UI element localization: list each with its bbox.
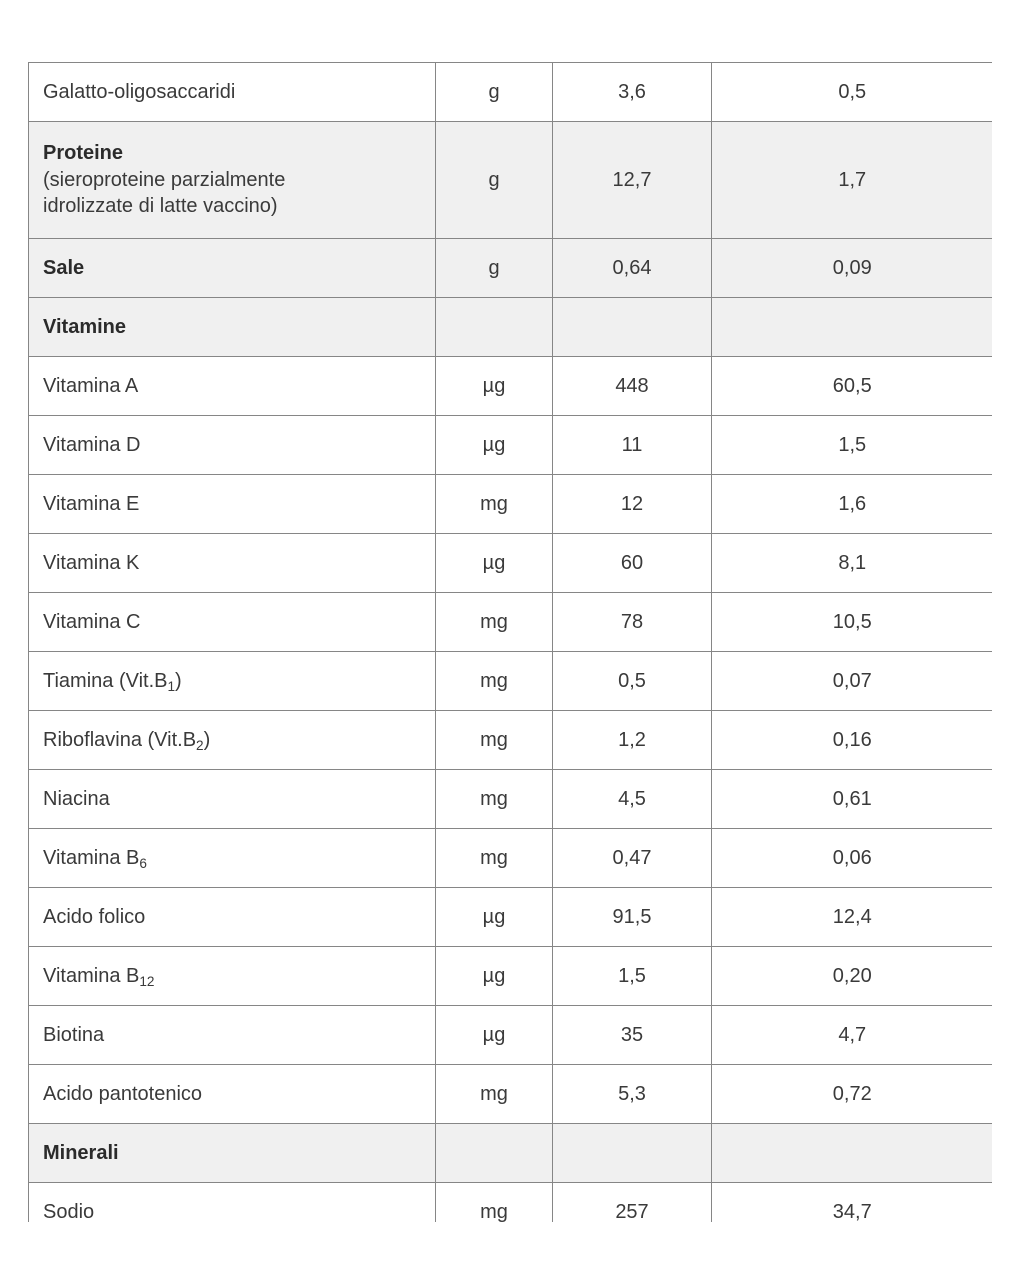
nutrient-name: [29, 1065, 436, 1124]
nutrient-name-text: Acido folico: [43, 905, 146, 928]
nutrient-value-per-100ml: 0,5: [712, 63, 993, 122]
nutrient-name: [29, 1006, 436, 1065]
nutrient-unit: g: [436, 239, 553, 298]
nutrient-value-per-100ml: 0,61: [712, 770, 993, 829]
table-row: [29, 416, 993, 475]
nutrient-value-per-100g: 78: [553, 593, 712, 652]
nutrient-value-per-100ml: 0,72: [712, 1065, 993, 1124]
section-header-row: [29, 1124, 993, 1183]
nutrient-value-per-100ml: 12,4: [712, 888, 993, 947]
table-row: [29, 122, 993, 239]
nutrient-name: [29, 357, 436, 416]
table-row: [29, 1006, 993, 1065]
nutrient-value-per-100g: 5,3: [553, 1065, 712, 1124]
nutrient-value-per-100ml: [712, 1124, 993, 1183]
nutrition-table-container: [28, 62, 992, 1222]
nutrient-unit: µg: [436, 888, 553, 947]
nutrient-name: Riboflavina $(Vit.B_2)$: [29, 711, 436, 770]
nutrient-unit: mg: [436, 711, 553, 770]
table-row: [29, 357, 993, 416]
nutrient-value-per-100ml: 1,5: [712, 416, 993, 475]
nutrient-name: [29, 770, 436, 829]
nutrient-name: [29, 1183, 436, 1223]
nutrient-unit: mg: [436, 1183, 553, 1223]
section-header-row: [29, 298, 993, 357]
nutrient-value-per-100ml: 0,07: [712, 652, 993, 711]
nutrient-name-text: Vitamina K: [43, 551, 140, 574]
nutrient-value-per-100g: 12: [553, 475, 712, 534]
nutrient-value-per-100ml: 60,5: [712, 357, 993, 416]
nutrient-value-per-100g: 0,5: [553, 652, 712, 711]
name-subscript: 1: [167, 678, 176, 694]
table-row: [29, 239, 993, 298]
nutrient-name: [29, 416, 436, 475]
name-subscript: 2: [196, 737, 204, 753]
nutrient-unit: µg: [436, 1006, 553, 1065]
nutrient-name: Tiamina $(Vit.B_1)$: [29, 652, 436, 711]
nutrient-name: [29, 239, 436, 298]
nutrient-unit: µg: [436, 357, 553, 416]
nutrient-value-per-100g: 60: [553, 534, 712, 593]
nutrient-value-per-100g: 257: [553, 1183, 712, 1223]
nutrient-unit: [436, 1124, 553, 1183]
nutrient-unit: mg: [436, 593, 553, 652]
nutrient-name-text: Minerali: [43, 1141, 119, 1164]
nutrient-unit: mg: [436, 475, 553, 534]
nutrient-name-text: Vitamina A: [43, 374, 139, 397]
nutrient-value-per-100ml: 0,06: [712, 829, 993, 888]
nutrient-value-per-100ml: 10,5: [712, 593, 993, 652]
nutrient-name: Vitamina $B_6$: [29, 829, 436, 888]
table-row: [29, 1065, 993, 1124]
nutrient-value-per-100g: 11: [553, 416, 712, 475]
nutrient-name-text: Vitamina D: [43, 433, 141, 456]
nutrient-value-per-100ml: 4,7: [712, 1006, 993, 1065]
section-title: [29, 1124, 436, 1183]
nutrient-unit: [436, 298, 553, 357]
nutrient-value-per-100g: 3,6: [553, 63, 712, 122]
table-row: [29, 475, 993, 534]
nutrient-name-text: Vitamina E: [43, 492, 140, 515]
nutrient-value-per-100g: 448: [553, 357, 712, 416]
nutrient-value-per-100g: 4,5: [553, 770, 712, 829]
nutrient-name: [29, 534, 436, 593]
table-row: [29, 593, 993, 652]
nutrient-name-text: Vitamine: [43, 315, 126, 338]
nutrition-table: [28, 62, 992, 1222]
nutrient-value-per-100g: 35: [553, 1006, 712, 1065]
nutrient-value-per-100ml: 0,20: [712, 947, 993, 1006]
nutrient-name-main: Proteine: [43, 142, 124, 165]
nutrient-value-per-100ml: 0,09: [712, 239, 993, 298]
nutrient-name-text: Biotina: [43, 1023, 105, 1046]
nutrient-name-detail-2: idrolizzate di latte vaccino): [43, 195, 278, 218]
table-row: [29, 1183, 993, 1223]
nutrient-name: [29, 888, 436, 947]
nutrient-unit: µg: [436, 947, 553, 1006]
nutrient-name: [29, 122, 436, 239]
table-row: [29, 770, 993, 829]
nutrient-name-text: Galatto-oligosaccaridi: [43, 80, 236, 103]
table-row: [29, 711, 993, 770]
nutrient-value-per-100g: 1,5: [553, 947, 712, 1006]
nutrient-value-per-100g: 1,2: [553, 711, 712, 770]
nutrient-value-per-100g: 12,7: [553, 122, 712, 239]
nutrient-value-per-100ml: [712, 298, 993, 357]
nutrient-value-per-100ml: 0,16: [712, 711, 993, 770]
name-subscript: 12: [139, 973, 155, 989]
table-row: [29, 534, 993, 593]
nutrient-name-text: Sale: [43, 256, 85, 279]
nutrient-name: [29, 475, 436, 534]
nutrient-value-per-100g: [553, 298, 712, 357]
nutrient-name-text: Vitamina C: [43, 610, 141, 633]
nutrient-name-text: Sodio: [43, 1200, 95, 1222]
nutrient-value-per-100g: [553, 1124, 712, 1183]
nutrient-unit: mg: [436, 652, 553, 711]
nutrient-value-per-100ml: 1,7: [712, 122, 993, 239]
nutrient-unit: µg: [436, 416, 553, 475]
nutrient-name-text: Niacina: [43, 787, 110, 810]
table-row: [29, 652, 993, 711]
nutrient-name: [29, 63, 436, 122]
nutrient-unit: µg: [436, 534, 553, 593]
nutrient-unit: mg: [436, 770, 553, 829]
nutrient-name-detail-1: (sieroproteine parzialmente: [43, 168, 286, 191]
nutrient-unit: g: [436, 122, 553, 239]
nutrient-value-per-100g: 0,47: [553, 829, 712, 888]
table-row: [29, 829, 993, 888]
nutrient-value-per-100ml: 1,6: [712, 475, 993, 534]
nutrient-name-text: Acido pantotenico: [43, 1082, 203, 1105]
table-row: [29, 63, 993, 122]
nutrient-value-per-100g: 91,5: [553, 888, 712, 947]
nutrient-value-per-100g: 0,64: [553, 239, 712, 298]
nutrient-unit: g: [436, 63, 553, 122]
name-subscript: 6: [139, 855, 147, 871]
section-title: [29, 298, 436, 357]
nutrient-unit: mg: [436, 829, 553, 888]
nutrient-name: [29, 593, 436, 652]
nutrient-value-per-100ml: 34,7: [712, 1183, 993, 1223]
table-row: [29, 947, 993, 1006]
nutrient-name: Vitamina $B_{12}$: [29, 947, 436, 1006]
nutrient-value-per-100ml: 8,1: [712, 534, 993, 593]
nutrient-unit: mg: [436, 1065, 553, 1124]
table-row: [29, 888, 993, 947]
